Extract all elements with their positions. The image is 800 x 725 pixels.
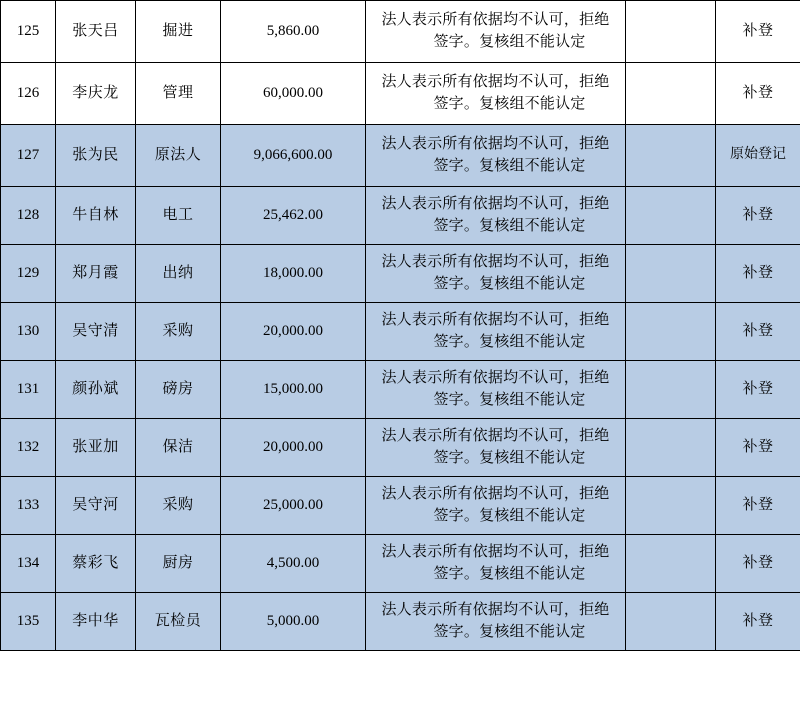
row-empty-cell xyxy=(626,419,716,477)
remark-line-2: 签字。复核组不能认定 xyxy=(433,449,586,466)
row-amount: 20,000.00 xyxy=(221,419,366,477)
row-person-name: 张为民 xyxy=(56,125,136,187)
row-job-title: 厨房 xyxy=(136,535,221,593)
table-body xyxy=(1,1,800,651)
row-empty-cell xyxy=(626,187,716,245)
remark-line-2: 签字。复核组不能认定 xyxy=(433,565,586,582)
row-remark xyxy=(366,245,626,303)
row-sequence-number: 133 xyxy=(1,477,56,535)
row-empty-cell xyxy=(626,303,716,361)
row-empty-cell xyxy=(626,535,716,593)
row-empty-cell xyxy=(626,593,716,651)
row-status: 补登 xyxy=(716,303,800,361)
remark-line-1: 法人表示所有依据均不认可，拒绝 xyxy=(381,427,610,444)
table-row xyxy=(1,63,800,125)
row-remark xyxy=(366,477,626,535)
row-amount: 5,000.00 xyxy=(221,593,366,651)
row-sequence-number: 125 xyxy=(1,1,56,63)
row-sequence-number: 129 xyxy=(1,245,56,303)
row-job-title: 电工 xyxy=(136,187,221,245)
table-row xyxy=(1,245,800,303)
row-person-name: 张亚加 xyxy=(56,419,136,477)
row-remark xyxy=(366,303,626,361)
row-remark xyxy=(366,419,626,477)
row-sequence-number: 130 xyxy=(1,303,56,361)
row-job-title: 原法人 xyxy=(136,125,221,187)
row-amount: 18,000.00 xyxy=(221,245,366,303)
remark-line-1: 法人表示所有依据均不认可，拒绝 xyxy=(381,73,610,90)
remark-line-1: 法人表示所有依据均不认可，拒绝 xyxy=(381,311,610,328)
row-empty-cell xyxy=(626,361,716,419)
row-amount: 5,860.00 xyxy=(221,1,366,63)
remark-line-2: 签字。复核组不能认定 xyxy=(433,391,586,408)
row-sequence-number: 132 xyxy=(1,419,56,477)
row-job-title: 采购 xyxy=(136,477,221,535)
remark-line-2: 签字。复核组不能认定 xyxy=(433,33,586,50)
row-remark xyxy=(366,63,626,125)
row-empty-cell xyxy=(626,477,716,535)
row-amount: 9,066,600.00 xyxy=(221,125,366,187)
table-row xyxy=(1,361,800,419)
remark-line-2: 签字。复核组不能认定 xyxy=(433,95,586,112)
row-status: 补登 xyxy=(716,63,800,125)
row-status: 补登 xyxy=(716,245,800,303)
row-status: 补登 xyxy=(716,535,800,593)
row-empty-cell xyxy=(626,245,716,303)
row-person-name: 郑月霞 xyxy=(56,245,136,303)
row-remark xyxy=(366,593,626,651)
row-sequence-number: 127 xyxy=(1,125,56,187)
row-sequence-number: 126 xyxy=(1,63,56,125)
row-empty-cell xyxy=(626,1,716,63)
row-status: 补登 xyxy=(716,1,800,63)
row-remark xyxy=(366,1,626,63)
row-sequence-number: 131 xyxy=(1,361,56,419)
row-sequence-number: 135 xyxy=(1,593,56,651)
row-person-name: 张天吕 xyxy=(56,1,136,63)
row-person-name: 蔡彩飞 xyxy=(56,535,136,593)
remark-line-2: 签字。复核组不能认定 xyxy=(433,157,586,174)
remark-line-2: 签字。复核组不能认定 xyxy=(433,507,586,524)
remark-line-1: 法人表示所有依据均不认可，拒绝 xyxy=(381,485,610,502)
row-remark xyxy=(366,187,626,245)
row-empty-cell xyxy=(626,63,716,125)
row-status: 补登 xyxy=(716,477,800,535)
row-job-title: 采购 xyxy=(136,303,221,361)
row-job-title: 保洁 xyxy=(136,419,221,477)
row-status: 补登 xyxy=(716,593,800,651)
row-empty-cell xyxy=(626,125,716,187)
remark-line-1: 法人表示所有依据均不认可，拒绝 xyxy=(381,195,610,212)
table-row xyxy=(1,187,800,245)
remark-line-1: 法人表示所有依据均不认可，拒绝 xyxy=(381,11,610,28)
row-status: 补登 xyxy=(716,187,800,245)
table-row xyxy=(1,125,800,187)
row-amount: 25,462.00 xyxy=(221,187,366,245)
row-sequence-number: 134 xyxy=(1,535,56,593)
table-row xyxy=(1,1,800,63)
remark-line-2: 签字。复核组不能认定 xyxy=(433,333,586,350)
row-amount: 4,500.00 xyxy=(221,535,366,593)
row-person-name: 李庆龙 xyxy=(56,63,136,125)
remark-line-1: 法人表示所有依据均不认可，拒绝 xyxy=(381,601,610,618)
table-row xyxy=(1,535,800,593)
row-person-name: 吴守清 xyxy=(56,303,136,361)
row-person-name: 吴守河 xyxy=(56,477,136,535)
row-person-name: 李中华 xyxy=(56,593,136,651)
row-amount: 15,000.00 xyxy=(221,361,366,419)
row-job-title: 掘进 xyxy=(136,1,221,63)
table-row xyxy=(1,477,800,535)
row-amount: 25,000.00 xyxy=(221,477,366,535)
table-row xyxy=(1,419,800,477)
row-sequence-number: 128 xyxy=(1,187,56,245)
row-job-title: 出纳 xyxy=(136,245,221,303)
row-job-title: 管理 xyxy=(136,63,221,125)
row-amount: 20,000.00 xyxy=(221,303,366,361)
remark-line-2: 签字。复核组不能认定 xyxy=(433,217,586,234)
row-job-title: 瓦检员 xyxy=(136,593,221,651)
row-amount: 60,000.00 xyxy=(221,63,366,125)
row-person-name: 牛自林 xyxy=(56,187,136,245)
remark-line-1: 法人表示所有依据均不认可，拒绝 xyxy=(381,369,610,386)
remark-line-1: 法人表示所有依据均不认可，拒绝 xyxy=(381,543,610,560)
row-status: 补登 xyxy=(716,419,800,477)
remark-line-1: 法人表示所有依据均不认可，拒绝 xyxy=(381,253,610,270)
row-status: 补登 xyxy=(716,361,800,419)
row-remark xyxy=(366,535,626,593)
row-job-title: 磅房 xyxy=(136,361,221,419)
table-row xyxy=(1,303,800,361)
row-remark xyxy=(366,125,626,187)
remark-line-2: 签字。复核组不能认定 xyxy=(433,623,586,640)
row-status: 原始登记 xyxy=(716,125,800,187)
remark-line-2: 签字。复核组不能认定 xyxy=(433,275,586,292)
remark-line-1: 法人表示所有依据均不认可，拒绝 xyxy=(381,135,610,152)
row-person-name: 颜孙斌 xyxy=(56,361,136,419)
table-row xyxy=(1,593,800,651)
row-remark xyxy=(366,361,626,419)
